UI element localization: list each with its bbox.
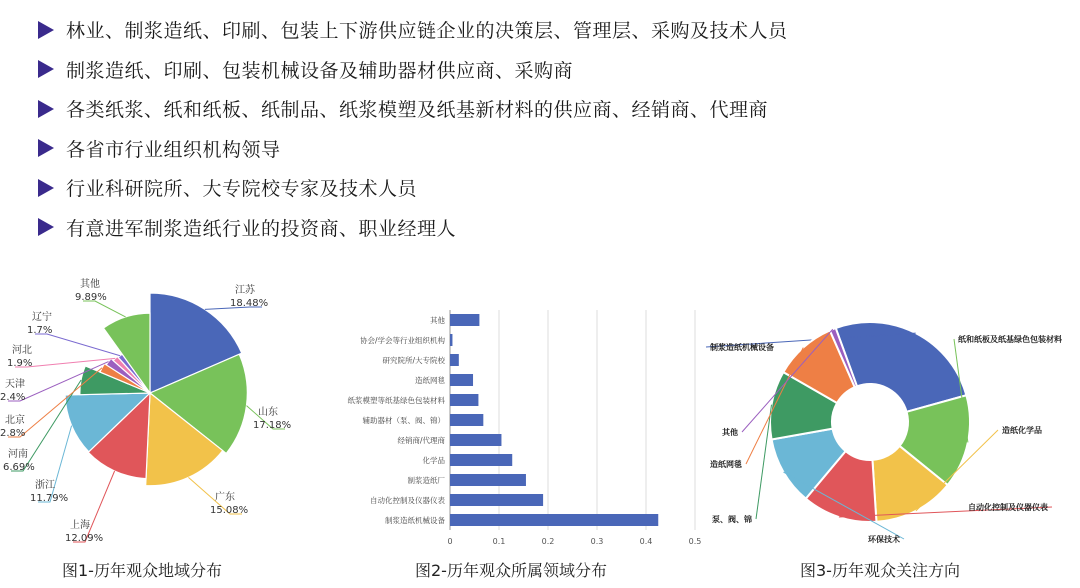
- bar: [450, 494, 543, 506]
- triangle-bullet-icon: [38, 60, 54, 78]
- pie-slice-percent: 9.89%: [75, 292, 107, 303]
- bar: [450, 354, 459, 366]
- figure1-caption: 图1-历年观众地域分布: [62, 561, 222, 580]
- bullet-text: 各省市行业组织机构领导: [66, 138, 281, 161]
- pie-slice-name: 河南: [8, 449, 28, 460]
- triangle-bullet-icon: [38, 100, 54, 118]
- bullet-item: [38, 208, 788, 248]
- x-tick-label: 0.5: [688, 537, 702, 546]
- pie-slice-name: 浙江: [35, 480, 55, 491]
- pie-slice-name: 天津: [5, 379, 25, 390]
- x-tick-label: 0.1: [492, 537, 506, 546]
- bullet-item: [38, 129, 788, 169]
- bullet-text: 林业、制浆造纸、印刷、包装上下游供应链企业的决策层、管理层、采购及技术人员: [66, 20, 788, 43]
- bullet-text: 有意进军制浆造纸行业的投资商、职业经理人: [66, 217, 457, 240]
- category-label: 研究院所/大专院校: [382, 356, 445, 365]
- bullet-text: 行业科研院所、大专院校专家及技术人员: [66, 178, 418, 201]
- donut-slice-label: 环保技术: [868, 535, 900, 544]
- donut-slice-1: [836, 322, 967, 412]
- triangle-bullet-icon: [38, 139, 54, 157]
- bar: [450, 394, 478, 406]
- category-label: 协会/学会等行业组织机构: [359, 336, 445, 345]
- donut-slice-label: 自动化控制及仪器仪表: [968, 503, 1048, 512]
- x-tick-label: 0.2: [541, 537, 555, 546]
- category-label: 制浆造纸机械设备: [385, 516, 445, 525]
- bullet-item: [38, 10, 788, 50]
- pie-slice-percent: 1.7%: [27, 325, 53, 336]
- bar: [450, 454, 512, 466]
- pie-slice-name: 广东: [215, 492, 235, 503]
- region-pie-chart: [0, 275, 330, 560]
- pie-slice-name: 江苏: [235, 285, 255, 296]
- pie-slice-percent: 2.4%: [0, 392, 26, 403]
- category-label: 辅助器材（泵、阀、锦）: [362, 416, 445, 425]
- bar: [450, 474, 526, 486]
- field-bar-chart: [330, 295, 710, 550]
- category-label: 自动化控制及仪器仪表: [370, 496, 445, 505]
- donut-leader-line: [756, 405, 772, 519]
- pie-slice-percent: 18.48%: [230, 298, 269, 309]
- figure3-caption: 图3-历年观众关注方向: [800, 561, 960, 580]
- x-tick-label: 0: [447, 537, 453, 546]
- pie-slice-name: 北京: [5, 415, 25, 426]
- category-label: 其他: [430, 316, 445, 325]
- pie-slice-name: 河北: [12, 345, 32, 356]
- bar: [450, 414, 483, 426]
- pie-slice-percent: 15.08%: [210, 505, 249, 516]
- category-label: 制浆造纸厂: [407, 476, 445, 485]
- category-label: 纸浆模塑等纸基绿色包装材料: [347, 396, 445, 405]
- donut-slice-label: 制浆造纸机械设备: [710, 343, 774, 352]
- bullet-list: [38, 10, 788, 247]
- bullet-item: [38, 89, 788, 129]
- pie-slice-name: 其他: [80, 279, 100, 290]
- figure2-caption: 图2-历年观众所属领域分布: [415, 561, 607, 580]
- pie-slice-percent: 12.09%: [65, 533, 104, 544]
- triangle-bullet-icon: [38, 218, 54, 236]
- donut-slice-label: 造纸网毯: [710, 460, 742, 469]
- bullet-text: 各类纸浆、纸和纸板、纸制品、纸浆模塑及纸基新材料的供应商、经销商、代理商: [66, 99, 769, 122]
- triangle-bullet-icon: [38, 21, 54, 39]
- donut-slice-label: 其他: [722, 428, 738, 437]
- bar: [450, 434, 501, 446]
- pie-slice-percent: 2.8%: [0, 428, 26, 439]
- donut-slice-label: 泵、阀、锦: [712, 515, 752, 524]
- x-tick-label: 0.4: [639, 537, 653, 546]
- pie-slice-percent: 6.69%: [3, 462, 35, 473]
- donut-slice-label: 造纸化学品: [1002, 426, 1042, 435]
- pie-leader-line: [83, 301, 126, 317]
- category-label: 化学品: [422, 456, 445, 465]
- category-label: 经销商/代理商: [397, 436, 445, 445]
- pie-slice-percent: 17.18%: [253, 420, 292, 431]
- pie-leader-line: [35, 334, 120, 356]
- pie-slice-percent: 11.79%: [30, 493, 69, 504]
- donut-slice-label: 纸和纸板及纸基绿色包装材料: [958, 335, 1062, 344]
- pie-leader-line: [73, 471, 115, 542]
- bar: [450, 314, 479, 326]
- pie-slice-name: 上海: [70, 520, 90, 531]
- bullet-text: 制浆造纸、印刷、包装机械设备及辅助器材供应商、采购商: [66, 59, 574, 82]
- category-label: 造纸网毯: [415, 376, 445, 385]
- bar: [450, 334, 452, 346]
- interest-donut-chart: [700, 290, 1080, 560]
- bar: [450, 514, 658, 526]
- pie-slice-name: 辽宁: [32, 312, 52, 323]
- bullet-item: [38, 50, 788, 90]
- pie-slice-percent: 1.9%: [7, 358, 33, 369]
- pie-slice-name: 山东: [258, 407, 278, 418]
- bullet-item: [38, 168, 788, 208]
- x-tick-label: 0.3: [590, 537, 604, 546]
- triangle-bullet-icon: [38, 179, 54, 197]
- bar: [450, 374, 473, 386]
